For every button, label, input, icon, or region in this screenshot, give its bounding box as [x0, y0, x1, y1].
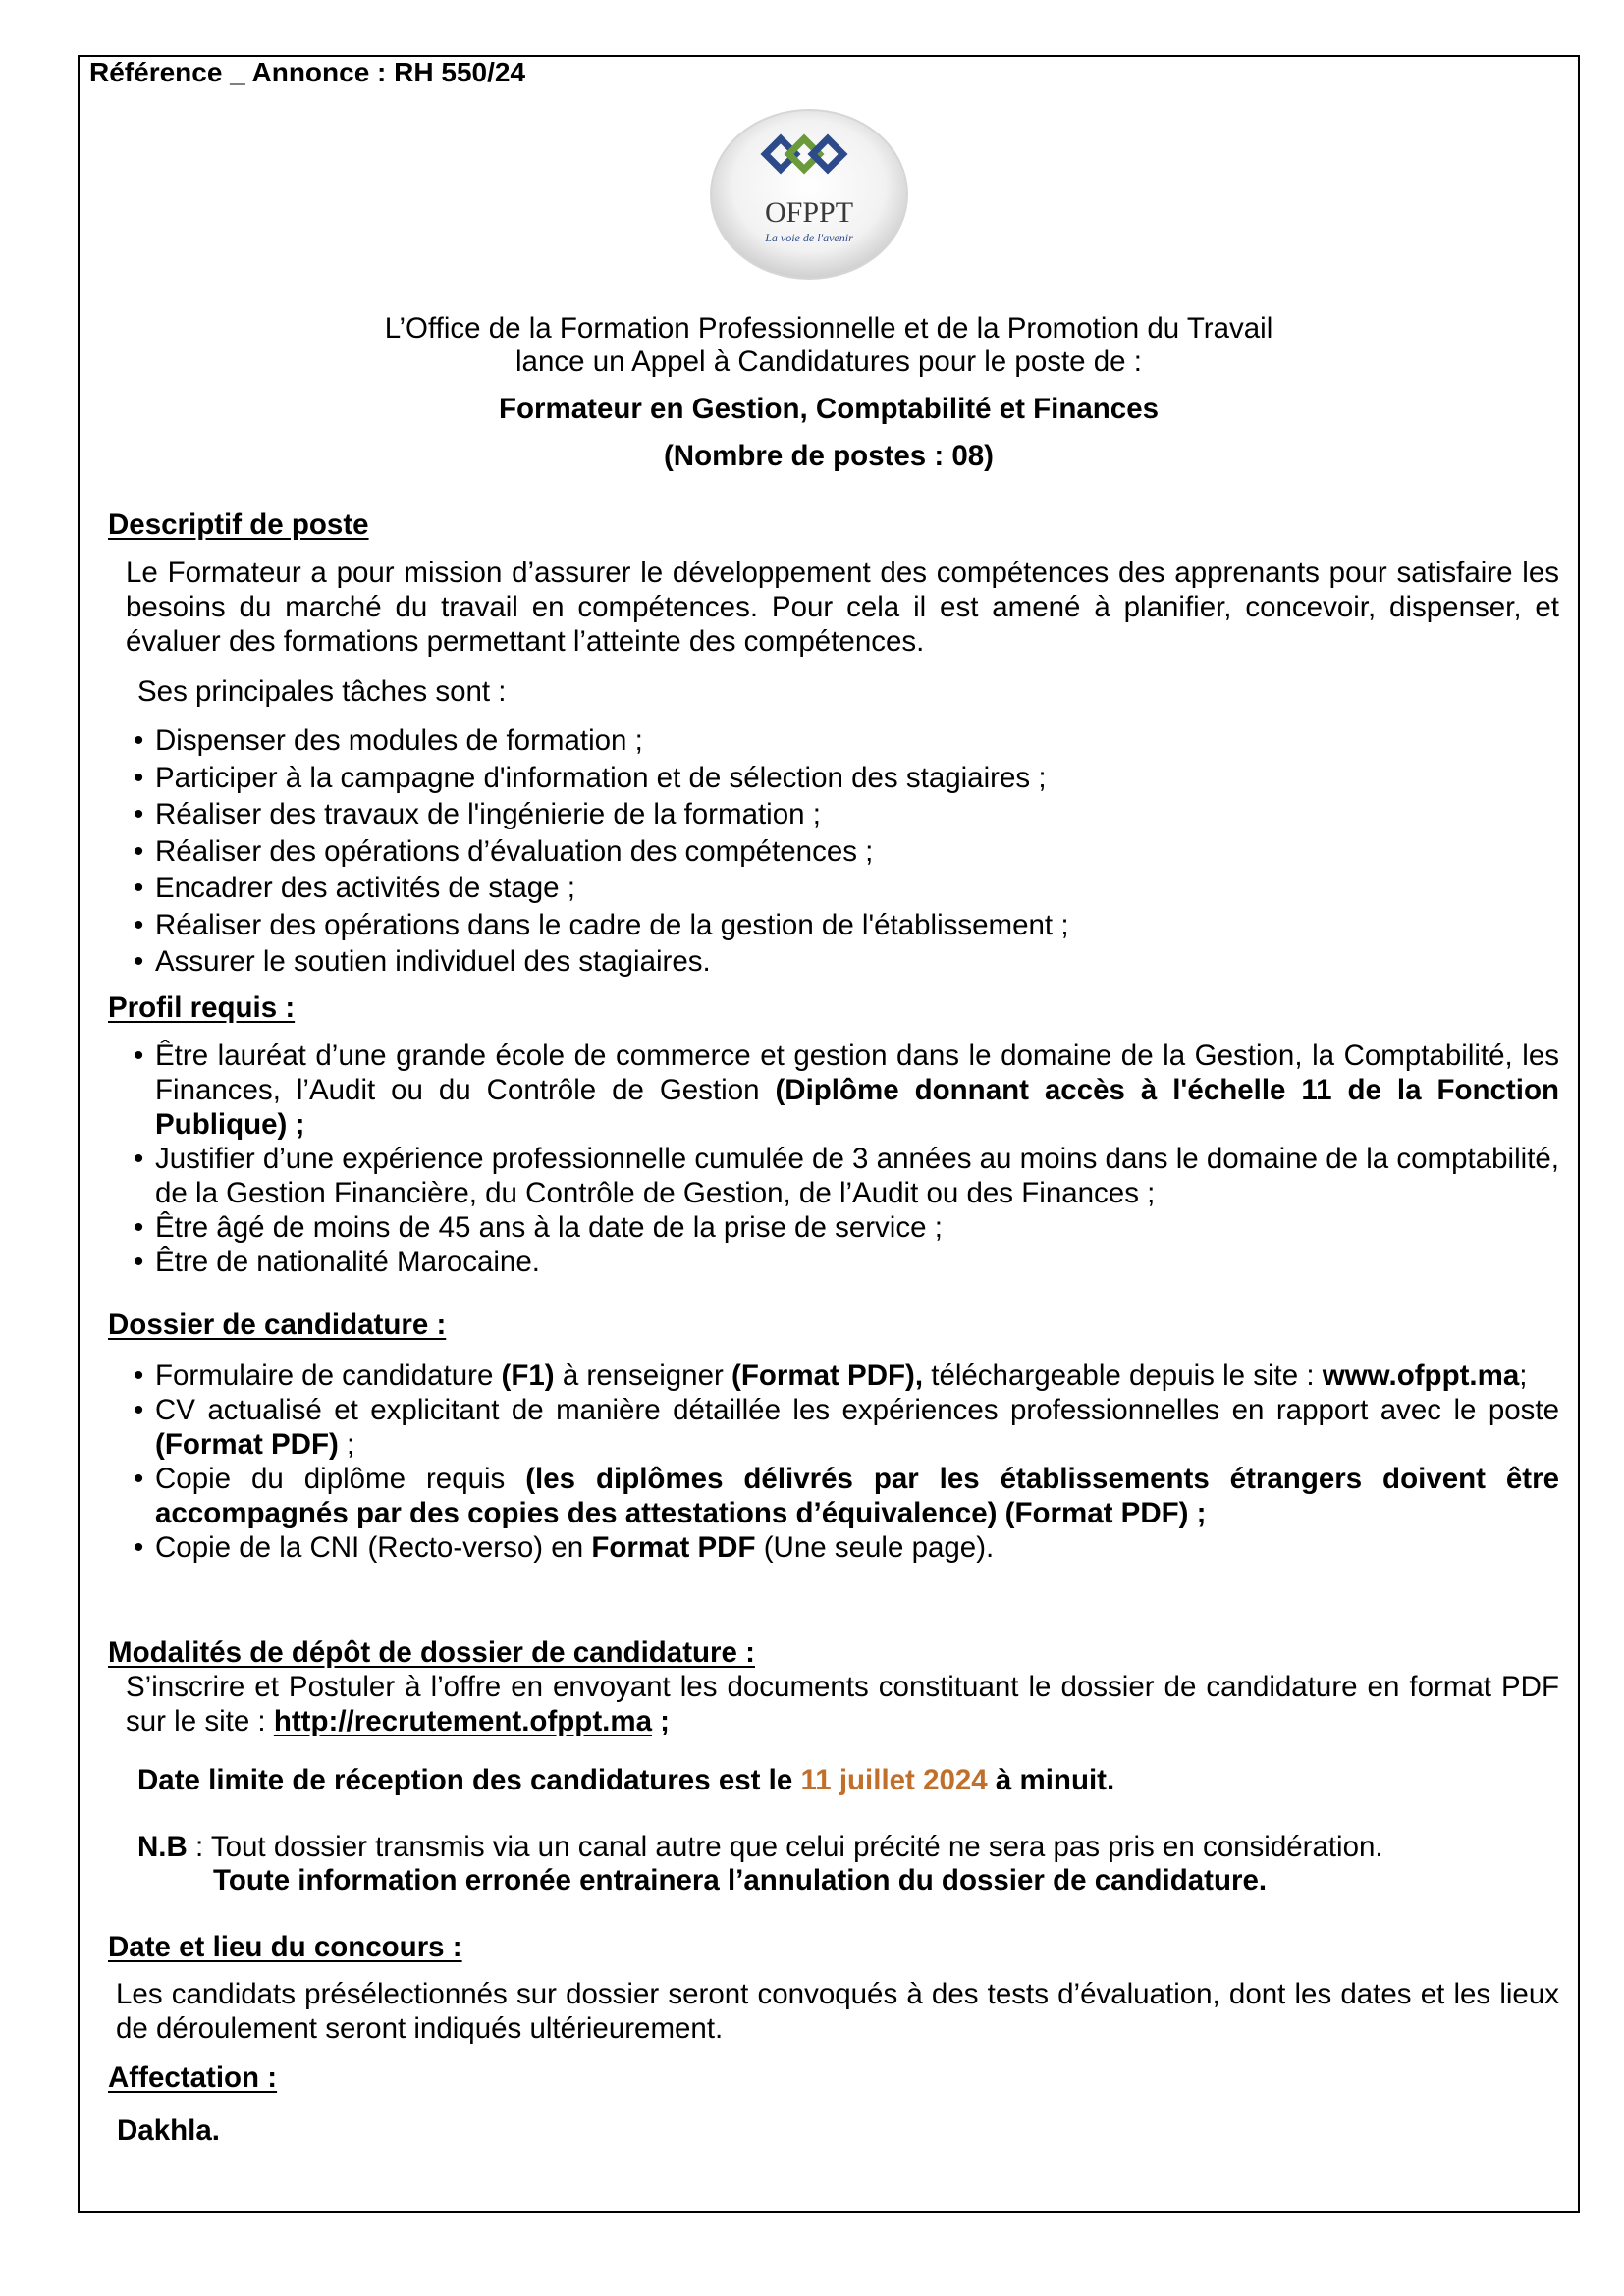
- tasks-list: [134, 722, 1559, 981]
- descriptif-heading: Descriptif de poste: [108, 508, 369, 541]
- dossier-item-3-a: Copie du diplôme requis: [155, 1463, 526, 1495]
- dossier-item-3-b: (les diplômes délivrés par les établissements étrangers doivent être accompagnés par des copies des attestations d’équivalence) (Format PDF) ;: [155, 1463, 1559, 1529]
- dossier-item-1-g: ;: [1519, 1360, 1528, 1392]
- dossier-item-2-a: CV actualisé et explicitant de manière détaillée les expériences professionnelles en rapport avec le poste: [155, 1394, 1559, 1426]
- dossier-item-1-d: (Format PDF),: [731, 1360, 924, 1392]
- affectation-heading: Affectation :: [108, 2061, 278, 2094]
- job-title: Formateur en Gestion, Comptabilité et Finances: [498, 393, 1160, 425]
- ofppt-logo: [707, 106, 911, 283]
- list-item: • Réaliser des opérations d’évaluation des compétences ;: [134, 833, 1559, 871]
- dossier-item-4-a: Copie de la CNI (Recto-verso) en: [155, 1531, 592, 1564]
- dossier-item-1-a: Formulaire de candidature: [155, 1360, 502, 1392]
- deadline-text: Date limite de réception des candidatures est le: [137, 1764, 801, 1796]
- dossier-item-2-b: (Format PDF): [155, 1428, 339, 1461]
- recrutement-site-link[interactable]: http://recrutement.ofppt.ma: [273, 1705, 652, 1737]
- intro: [78, 312, 1580, 379]
- dossier-list: [134, 1359, 1559, 1565]
- profil-list: [134, 1039, 1559, 1279]
- intro-line-1: L’Office de la Formation Professionnelle et de la Promotion du Travail: [384, 312, 1273, 345]
- list-item: • Être de nationalité Marocaine.: [134, 1245, 1559, 1279]
- tasks-intro: Ses principales tâches sont :: [137, 675, 507, 708]
- reference: Référence _ Annonce : RH 550/24: [89, 57, 526, 87]
- list-item: • Être âgé de moins de 45 ans à la date de la prise de service ;: [134, 1210, 1559, 1245]
- concours-text: Les candidats présélectionnés sur dossier seront convoqués à des tests d’évaluation, dont les dates et les lieux de déroulement seront indiqués ultérieurement.: [116, 1978, 1559, 2045]
- dossier-item-1-c: à renseigner: [554, 1360, 732, 1392]
- list-item: • Assurer le soutien individuel des stagiaires.: [134, 943, 1559, 981]
- descriptif-text: Le Formateur a pour mission d’assurer le développement des compétences des apprenants pour satisfaire les besoins du marché du travail en compétences. Pour cela il est amené à planifier, concevoir, dispenser, et évaluer des formations permettant l’atteinte des compétences.: [126, 557, 1559, 658]
- concours-heading: Date et lieu du concours :: [108, 1931, 462, 1963]
- svg-text:La voie de l'avenir: La voie de l'avenir: [765, 231, 853, 244]
- list-item: • Encadrer des activités de stage ;: [134, 870, 1559, 907]
- modalites-text-body: S’inscrire et Postuler à l’offre en envoyant les documents constituant le dossier de candidature en format PDF sur le site :: [126, 1671, 1559, 1737]
- dossier-item-4-c: (Une seule page).: [755, 1531, 995, 1564]
- modalites-text: [126, 1670, 1559, 1738]
- profil-item-1-bold: (Diplôme donnant accès à l'échelle 11 de la Fonction Publique) ;: [155, 1074, 1559, 1141]
- list-item: • Participer à la campagne d'information et de sélection des stagiaires ;: [134, 760, 1559, 797]
- list-item: [134, 1530, 1559, 1565]
- dossier-heading: Dossier de candidature :: [108, 1308, 447, 1341]
- list-item: • Réaliser des travaux de l'ingénierie de la formation ;: [134, 796, 1559, 833]
- list-item: [134, 1039, 1559, 1142]
- deadline-suffix: à minuit.: [987, 1764, 1115, 1796]
- list-item: • Réaliser des opérations dans le cadre de la gestion de l'établissement ;: [134, 907, 1559, 944]
- dossier-item-1-b: (F1): [501, 1360, 555, 1392]
- nb-warning: Toute information erronée entrainera l’annulation du dossier de candidature.: [213, 1864, 1268, 1896]
- nb-label: N.B: [137, 1831, 188, 1863]
- intro-line-2: lance un Appel à Candidatures pour le poste de :: [515, 346, 1142, 378]
- profil-heading: Profil requis :: [108, 991, 296, 1024]
- modalites-heading: Modalités de dépôt de dossier de candidature :: [108, 1636, 755, 1669]
- list-item: [134, 1393, 1559, 1462]
- dossier-item-2-c: ;: [338, 1428, 355, 1461]
- dossier-item-4-b: Format PDF: [591, 1531, 756, 1564]
- dossier-item-1-e: téléchargeable depuis le site :: [923, 1360, 1323, 1392]
- list-item: • Justifier d’une expérience professionnelle cumulée de 3 années au moins dans le domaine de la comptabilité, de la Gestion Financière, du Contrôle de Gestion, de l’Audit ou des Finances ;: [134, 1142, 1559, 1210]
- nb-note: [137, 1831, 1383, 1864]
- modalites-text-suffix: ;: [651, 1705, 671, 1737]
- deadline: [137, 1764, 1114, 1797]
- ofppt-site-link[interactable]: www.ofppt.ma: [1322, 1360, 1520, 1392]
- list-item: [134, 1462, 1559, 1530]
- deadline-date: 11 juillet 2024: [800, 1764, 988, 1796]
- list-item: [134, 1359, 1559, 1393]
- affectation-value: Dakhla.: [117, 2114, 220, 2147]
- list-item: • Dispenser des modules de formation ;: [134, 722, 1559, 760]
- nb-text: : Tout dossier transmis via un canal autre que celui précité ne sera pas pris en considération.: [187, 1831, 1383, 1863]
- profil-item-1-text: Être lauréat d’une grande école de commerce et gestion dans le domaine de la Gestion, la Comptabilité, les Finances, l’Audit ou du Contrôle de Gestion: [155, 1040, 1559, 1106]
- svg-text:OFPPT: OFPPT: [764, 196, 854, 229]
- positions-count: (Nombre de postes : 08): [663, 440, 995, 472]
